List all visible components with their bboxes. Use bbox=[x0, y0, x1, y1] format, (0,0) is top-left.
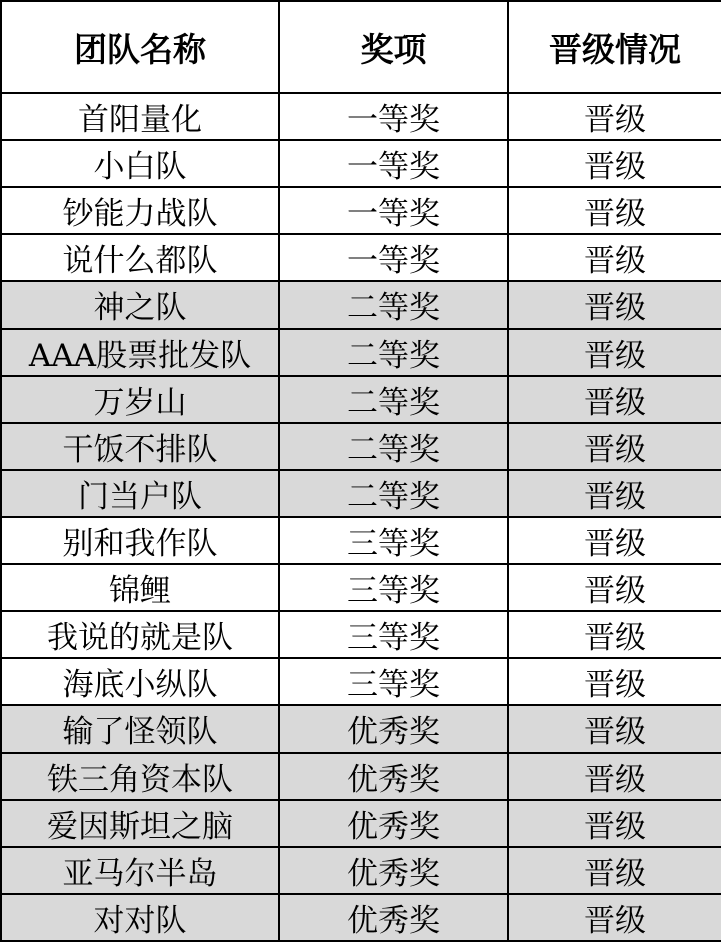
team-name-cell: 门当户队 bbox=[1, 470, 279, 517]
table-row bbox=[1, 329, 721, 376]
award-cell: 三等奖 bbox=[279, 564, 508, 611]
status-cell: 晋级 bbox=[508, 564, 721, 611]
award-cell: 优秀奖 bbox=[279, 753, 508, 800]
team-name-cell: 说什么都队 bbox=[1, 234, 279, 281]
award-cell: 二等奖 bbox=[279, 423, 508, 470]
table-row bbox=[1, 234, 721, 281]
team-name-cell: 锦鲤 bbox=[1, 564, 279, 611]
status-cell: 晋级 bbox=[508, 234, 721, 281]
header-team-name: 团队名称 bbox=[1, 1, 279, 93]
award-cell: 优秀奖 bbox=[279, 705, 508, 752]
team-name-cell: 我说的就是队 bbox=[1, 611, 279, 658]
table-row bbox=[1, 800, 721, 847]
status-cell: 晋级 bbox=[508, 187, 721, 234]
table-row bbox=[1, 611, 721, 658]
team-name-cell: 首阳量化 bbox=[1, 93, 279, 140]
award-cell: 一等奖 bbox=[279, 187, 508, 234]
header-row bbox=[1, 1, 721, 93]
award-cell: 三等奖 bbox=[279, 611, 508, 658]
status-cell: 晋级 bbox=[508, 140, 721, 187]
award-cell: 一等奖 bbox=[279, 140, 508, 187]
table-row bbox=[1, 423, 721, 470]
team-name-cell: 钞能力战队 bbox=[1, 187, 279, 234]
team-name-cell: 神之队 bbox=[1, 281, 279, 328]
status-cell: 晋级 bbox=[508, 894, 721, 941]
status-cell: 晋级 bbox=[508, 517, 721, 564]
team-name-cell: 别和我作队 bbox=[1, 517, 279, 564]
award-cell: 二等奖 bbox=[279, 281, 508, 328]
award-cell: 优秀奖 bbox=[279, 800, 508, 847]
status-cell: 晋级 bbox=[508, 800, 721, 847]
award-cell: 优秀奖 bbox=[279, 847, 508, 894]
status-cell: 晋级 bbox=[508, 93, 721, 140]
status-cell: 晋级 bbox=[508, 753, 721, 800]
team-name-cell: 海底小纵队 bbox=[1, 658, 279, 705]
status-cell: 晋级 bbox=[508, 847, 721, 894]
table-row bbox=[1, 281, 721, 328]
status-cell: 晋级 bbox=[508, 423, 721, 470]
award-cell: 一等奖 bbox=[279, 234, 508, 281]
team-name-cell: AAA股票批发队 bbox=[1, 329, 279, 376]
status-cell: 晋级 bbox=[508, 281, 721, 328]
table-row bbox=[1, 93, 721, 140]
team-name-cell: 小白队 bbox=[1, 140, 279, 187]
team-name-cell: 输了怪领队 bbox=[1, 705, 279, 752]
status-cell: 晋级 bbox=[508, 329, 721, 376]
table-row bbox=[1, 517, 721, 564]
table-row bbox=[1, 753, 721, 800]
header-award: 奖项 bbox=[279, 1, 508, 93]
team-name-cell: 铁三角资本队 bbox=[1, 753, 279, 800]
table-row bbox=[1, 847, 721, 894]
table-body bbox=[1, 93, 721, 941]
status-cell: 晋级 bbox=[508, 611, 721, 658]
award-cell: 一等奖 bbox=[279, 93, 508, 140]
team-name-cell: 干饭不排队 bbox=[1, 423, 279, 470]
header-promotion-status: 晋级情况 bbox=[508, 1, 721, 93]
table-row bbox=[1, 376, 721, 423]
award-cell: 二等奖 bbox=[279, 329, 508, 376]
team-name-cell: 亚马尔半岛 bbox=[1, 847, 279, 894]
status-cell: 晋级 bbox=[508, 658, 721, 705]
award-cell: 二等奖 bbox=[279, 470, 508, 517]
table-row bbox=[1, 658, 721, 705]
table-row bbox=[1, 187, 721, 234]
award-cell: 三等奖 bbox=[279, 517, 508, 564]
award-cell: 三等奖 bbox=[279, 658, 508, 705]
table-row bbox=[1, 140, 721, 187]
team-name-cell: 万岁山 bbox=[1, 376, 279, 423]
status-cell: 晋级 bbox=[508, 705, 721, 752]
table-row bbox=[1, 705, 721, 752]
award-cell: 二等奖 bbox=[279, 376, 508, 423]
team-name-cell: 爱因斯坦之脑 bbox=[1, 800, 279, 847]
award-cell: 优秀奖 bbox=[279, 894, 508, 941]
status-cell: 晋级 bbox=[508, 376, 721, 423]
table-row bbox=[1, 564, 721, 611]
status-cell: 晋级 bbox=[508, 470, 721, 517]
table-row bbox=[1, 470, 721, 517]
team-name-cell: 对对队 bbox=[1, 894, 279, 941]
table-row bbox=[1, 894, 721, 941]
